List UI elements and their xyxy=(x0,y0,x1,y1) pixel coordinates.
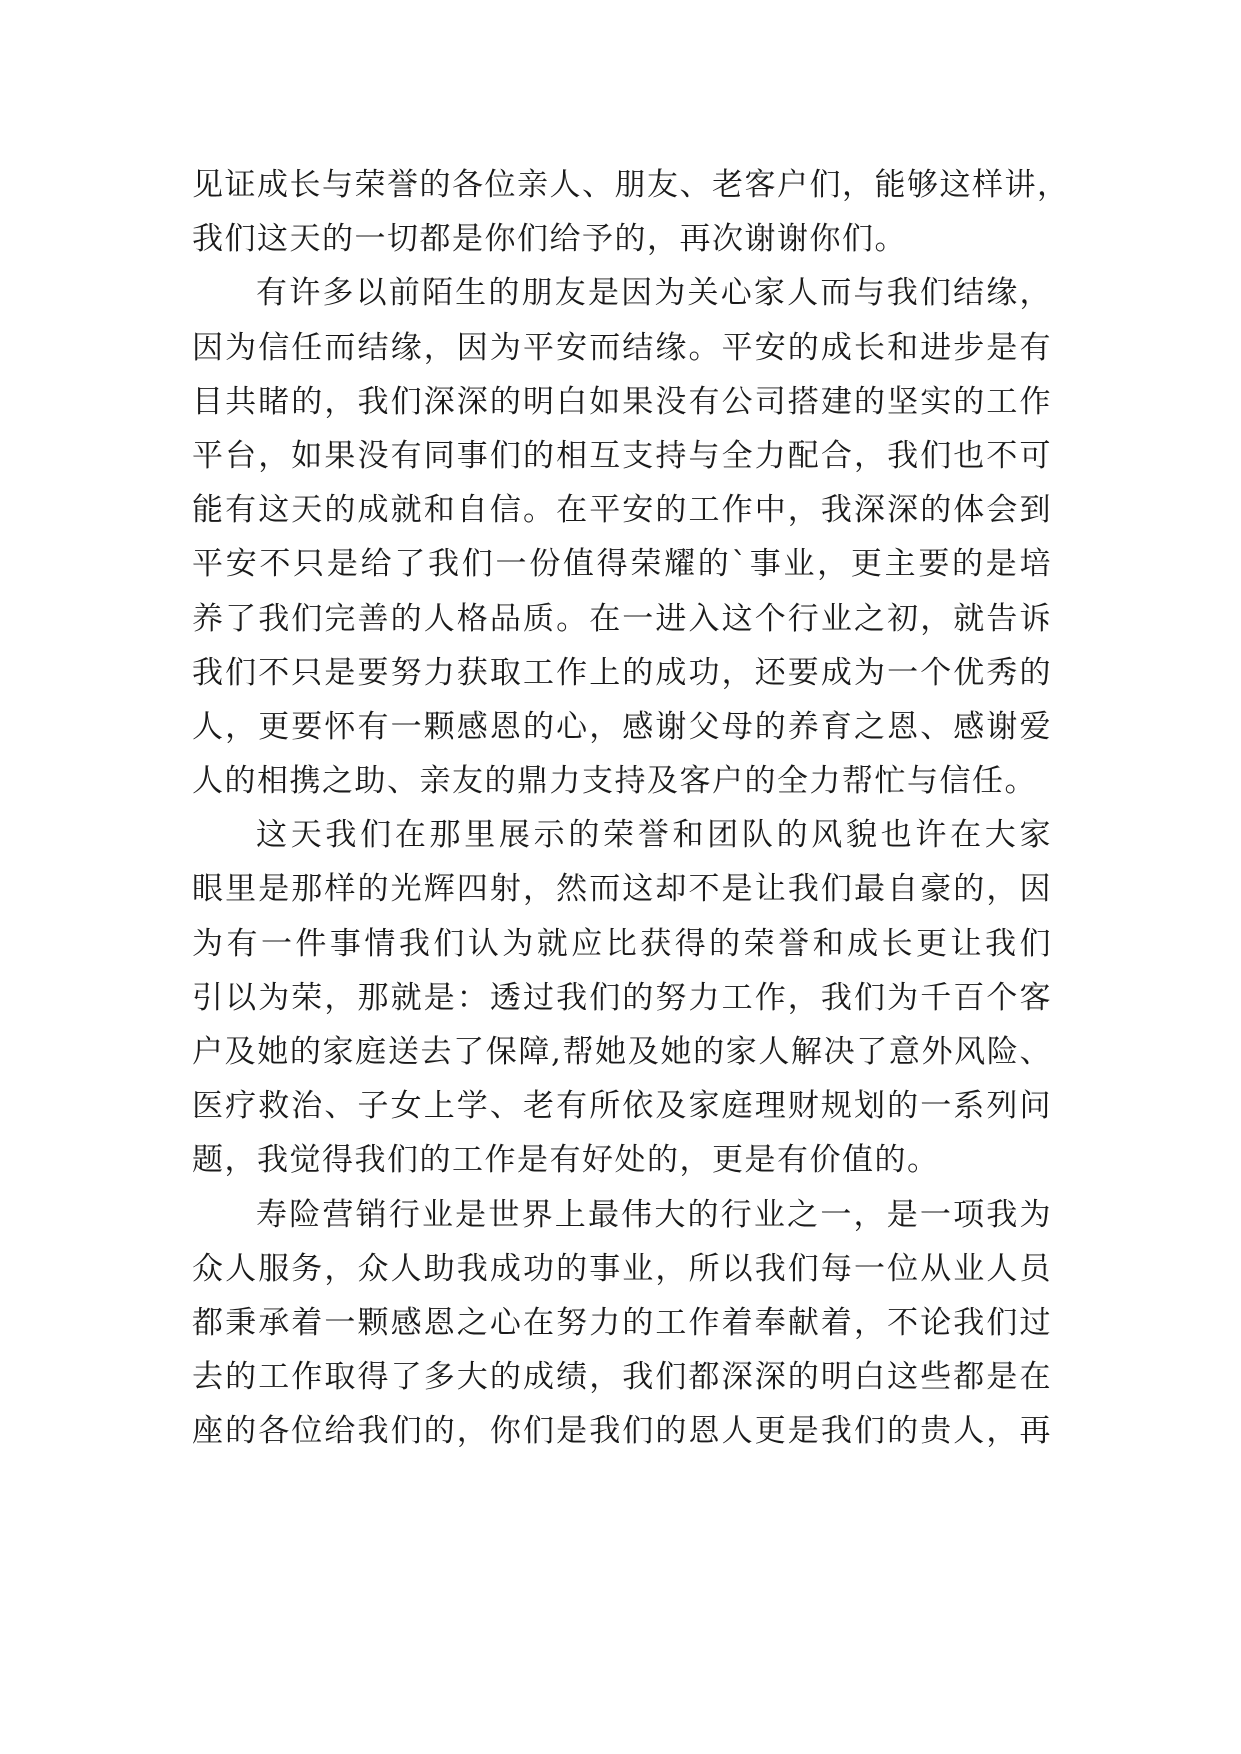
text-line: 我们这天的一切都是你们给予的，再次谢谢你们。 xyxy=(192,221,907,258)
text-line: 平台，如果没有同事们的相互支持与全力配合，我们也不可 xyxy=(192,437,1052,474)
text-line: 养了我们完善的人格品质。在一进入这个行业之初，就告诉 xyxy=(192,600,1052,637)
text-line: 平安不只是给了我们一份值得荣耀的`事业，更主要的是培 xyxy=(192,546,1052,583)
text-line: 目共睹的，我们深深的明白如果没有公司搭建的坚实的工作 xyxy=(192,383,1052,420)
text-line: 见证成长与荣誉的各位亲人、朋友、老客户们，能够这样讲， xyxy=(192,167,1070,203)
text-line: 都秉承着一颗感恩之心在努力的工作着奉献着，不论我们过 xyxy=(192,1304,1052,1341)
text-line: 医疗救治、子女上学、老有所依及家庭理财规划的一系列问 xyxy=(192,1088,1052,1125)
text-line: 因为信任而结缘，因为平安而结缘。平安的成长和进步是有 xyxy=(192,329,1052,366)
text-line: 我们不只是要努力获取工作上的成功，还要成为一个优秀的 xyxy=(192,654,1052,691)
body-text xyxy=(192,158,1070,1459)
text-line: 能有这天的成就和自信。在平安的工作中，我深深的体会到 xyxy=(192,492,1052,529)
text-line: 人的相携之助、亲友的鼎力支持及客户的全力帮忙与信任。 xyxy=(192,763,1037,800)
paragraph-first-line: 寿险营销行业是世界上最伟大的行业之一，是一项我为 xyxy=(256,1196,1052,1233)
text-line: 座的各位给我们的，你们是我们的恩人更是我们的贵人，再 xyxy=(192,1413,1052,1450)
paragraph-first-line: 这天我们在那里展示的荣誉和团队的风貌也许在大家 xyxy=(256,817,1052,854)
paragraph-first-line: 有许多以前陌生的朋友是因为关心家人而与我们结缘， xyxy=(256,275,1052,312)
text-line: 题，我觉得我们的工作是有好处的，更是有价值的。 xyxy=(192,1142,940,1179)
text-line: 为有一件事情我们认为就应比获得的荣誉和成长更让我们 xyxy=(192,925,1052,962)
text-line: 人，更要怀有一颗感恩的心，感谢父母的养育之恩、感谢爱 xyxy=(192,708,1052,745)
text-line: 户及她的家庭送去了保障,帮她及她的家人解决了意外风险、 xyxy=(192,1034,1052,1070)
text-line: 众人服务，众人助我成功的事业，所以我们每一位从业人员 xyxy=(192,1250,1052,1287)
text-line: 引以为荣，那就是：透过我们的努力工作，我们为千百个客 xyxy=(192,979,1052,1016)
text-line: 去的工作取得了多大的成绩，我们都深深的明白这些都是在 xyxy=(192,1359,1052,1396)
text-line: 眼里是那样的光辉四射，然而这却不是让我们最自豪的，因 xyxy=(192,871,1052,908)
